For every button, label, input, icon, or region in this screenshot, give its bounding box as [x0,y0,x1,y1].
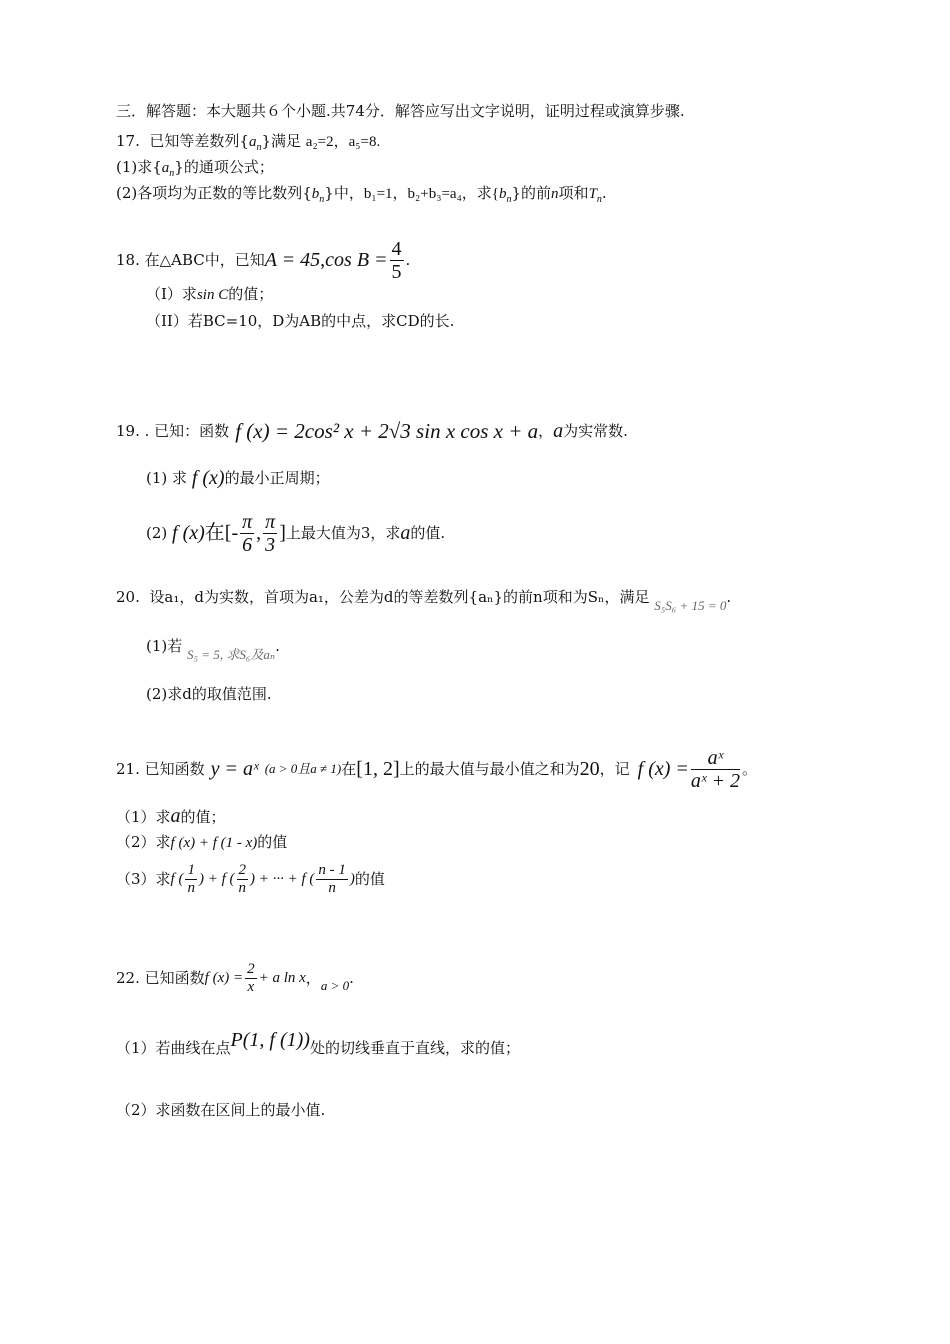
q21-ji: ，记 [599,760,630,778]
q17-condition: a₂=2，a₅=8. [305,134,381,150]
q21-twenty: 20 [579,758,600,780]
q19-frac2-den: 3 [265,533,276,556]
q18-frac-num: 4 [391,237,402,260]
q20-text: 设a₁，d为实数，首项为a₁，公差为d的等差数列{aₙ}的前n项和为Sₙ，满足 [149,588,650,606]
q21-number: 21. [116,760,140,778]
q21-p3-frac3-num: n - 1 [318,862,346,878]
q21-p3-frac1 [185,862,197,896]
q21-p3-frac1-num: 1 [187,862,195,878]
q21-p3-close: ) [349,871,355,887]
q21-p3-frac2-num: 2 [238,862,246,878]
q21-p2-end: 的值 [257,833,288,851]
q19-p2: (2) [146,524,168,542]
q21-end: 。 [742,760,758,778]
q17-intro: 已知等差数列{ [149,132,249,150]
q22-number: 22. [116,969,140,987]
q22-comma: ， [305,969,321,987]
q21-y: y = aˣ [210,758,259,780]
q17-T: T [588,186,597,202]
q20-part1 [146,636,280,662]
q17-p2-n4: n [596,194,602,205]
q18-p1: （I）求 [146,285,197,303]
q22-frac-num: 2 [247,961,255,977]
section-heading: 三．解答题：本大题共６个小题.共74分．解答应写出文字说明，证明过程或演算步骤. [116,102,685,120]
q21-p3-frac3-den: n [328,879,336,896]
q17-stem [116,131,380,158]
q18-fraction [390,238,404,283]
q21-condition: (a > 0且a ≠ 1) [264,761,342,776]
q21-p3-frac2-den: n [238,879,246,896]
q18-dot: . [405,251,411,269]
q22-intro: 已知函数 [144,969,205,987]
q21-p1-a: a [170,805,181,827]
q17-p2-n3: n [551,186,559,202]
q21-p3-dots: ) + ··· + f ( [250,871,315,887]
q17-p1-n: n [169,168,175,179]
q19-part1 [146,460,330,496]
q19-p2-end: 的值. [410,524,446,542]
q19-stem [116,413,628,449]
q18-sep: , [320,249,326,271]
q21-interval: [1, 2] [356,758,400,780]
q17-p1-a: (1)求{ [116,158,162,176]
q17-p2-n2: n [506,194,512,205]
q19-p1-end: 的最小正周期； [224,469,330,487]
q19-function: f (x) = 2cos² x + 2√3 sin x cos x + a [235,419,539,443]
q20-p1: (1)若 [146,637,183,655]
q17-part2 [116,183,607,210]
q21-p1-end: 的值； [180,808,226,826]
q21-p3-f1: f ( [170,871,184,887]
q19-frac2-num: π [265,510,276,533]
q21-p2: （2）求 [116,833,171,851]
q18-part2: （II）若BC=10，D为AB的中点，求CD的长. [146,312,455,330]
q18-p1-end: 的值； [228,285,274,303]
q20-dot: . [726,588,732,606]
q19-intro: . 已知：函数 [144,422,230,440]
q17-part1 [116,157,274,184]
q21-part1 [116,806,226,827]
q17-p2-b-var: b [311,186,320,202]
q17-number: 17. [116,132,140,150]
q19-part2: (2) f (x) 在[- $\frac{\pi}{6}$ , $\frac{\pi}{3}$ ] 上最大值为3，求 a 的值. [146,510,446,556]
q21-p3-plus: ) + f ( [198,871,235,887]
q20-condition: S₅S₆ + 15 = 0 [654,598,727,613]
q22-p1: （1）若曲线在点 [116,1039,231,1057]
q19-p1: (1) 求 [146,469,188,487]
q18-angle-a: A = 45 [264,249,321,271]
q21-part3 [116,857,385,901]
q21-frac-num: aˣ [691,747,740,770]
q17-p2-c: }的前 [511,184,552,202]
q17-p2-a: (2)各项均为正数的等比数列{ [116,184,312,202]
q19-p2-fx: f (x) [172,522,205,544]
q18-number: 18. [116,251,140,269]
q21-stem [116,744,757,794]
q21-part2 [116,832,287,853]
q17-end: . [601,184,607,202]
q21-intro: 已知函数 [144,760,205,778]
q22-part2: （2）求函数在区间上的最小值. [116,1101,326,1119]
q19-p2-in: 在[- [204,522,239,544]
q17-p2-d: 项和 [558,184,589,202]
q20-p1-condition: S₅ = 5, 求S₆及aₙ [187,647,276,662]
q21-p2-expr: f (x) + f (1 - x) [170,835,258,851]
q19-frac1-den: 6 [242,533,253,556]
q21-fx: f (x) = [637,758,689,780]
q22-stem [116,955,354,1001]
q22-dot: . [349,969,354,987]
q20-p1-dot: . [275,637,280,655]
q19-number: 19. [116,422,140,440]
q18-frac-den: 5 [391,260,402,283]
q17-a: a [248,134,257,150]
q19-tail: 为实常数. [563,422,628,440]
q21-frac-den: aˣ + 2 [690,769,741,792]
q22-rest: + a ln x [258,970,306,986]
q17-p2-cond: b₁=1，b₂+b₃=a₄，求{ [363,186,499,202]
q19-frac-1 [240,511,254,556]
q21-fraction [691,747,740,792]
q21-p3: （3）求 [116,870,171,888]
q17-p1-b: }的通项公式； [174,158,274,176]
q19-comma: ， [538,422,554,440]
q20-number: 20. [116,588,140,606]
q19-frac1-num: π [242,510,253,533]
q18-part1 [146,284,273,305]
q17-intro-b: }满足 [261,132,301,150]
q20-stem [116,587,732,613]
q17-p2-b-var2: b [499,186,507,202]
q21-mid: 上的最大值与最小值之和为 [399,760,580,778]
q18-sinc: sin C [196,287,229,303]
q17-p2-b: }中， [324,184,364,202]
q21-p1: （1）求 [116,808,171,826]
q22-fx: f (x) = [204,970,244,986]
q21-p3-frac1-den: n [187,879,195,896]
q19-p2-mid: 上最大值为3，求 [285,524,401,542]
q18-stem [116,236,410,284]
q17-p2-n: n [319,194,325,205]
q22-p1-end: 处的切线垂直于直线，求的值； [309,1039,520,1057]
q21-p3-end: 的值 [354,870,385,888]
q18-intro: 在△ABC中，已知 [144,251,265,269]
q22-point: P(1, f (1)) [230,1029,310,1051]
q22-part1 [116,1025,520,1071]
q19-frac-2 [263,511,277,556]
q20-part2: (2)求d的取值范围. [146,685,272,703]
q21-p3-frac2 [237,862,249,896]
q18-cosb: cos B = [325,249,388,271]
q19-p1-fx: f (x) [191,467,225,489]
q21-in: 在 [341,760,357,778]
q17-n: n [256,142,262,153]
q21-p3-frac3 [316,862,348,896]
q22-fraction [245,961,257,995]
q22-frac-den: x [247,978,255,995]
q19-a: a [553,420,564,442]
q22-a-condition: a > 0 [320,978,350,993]
q19-p2-a: a [400,522,411,544]
q17-p1-an: a [161,160,170,176]
